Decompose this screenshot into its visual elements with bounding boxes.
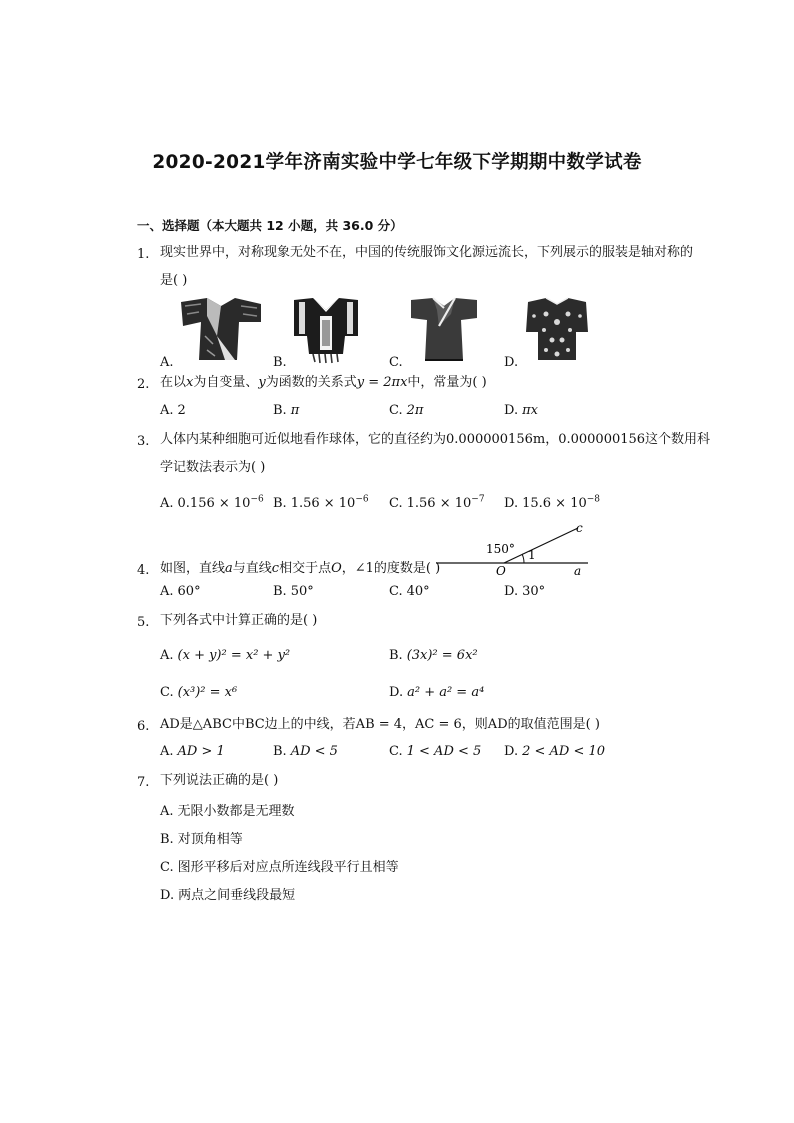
q4-option-b-label: B. bbox=[273, 584, 287, 599]
q4-option-a-text: 60° bbox=[177, 584, 201, 599]
q4-angle-figure bbox=[436, 520, 596, 576]
q2-stem bbox=[160, 375, 487, 391]
q3-stem-line1 bbox=[160, 432, 710, 448]
q2-option-d-text: πx bbox=[522, 403, 538, 418]
q1-stem-line2: 是( ) bbox=[160, 273, 188, 288]
q5-option-a-label: A. bbox=[160, 648, 174, 663]
q5-option-c-text: (x³)² = x⁶ bbox=[177, 685, 238, 700]
q2-stem-d: 中，常量为( ) bbox=[407, 375, 487, 390]
q7-option-c bbox=[160, 860, 399, 876]
q4-stem bbox=[160, 561, 440, 577]
q2-stem-b: 为自变量、 bbox=[193, 375, 259, 390]
q3-option-d-exp: −8 bbox=[586, 494, 601, 505]
q5-option-a bbox=[160, 648, 290, 664]
q7-option-b-text: 对顶角相等 bbox=[177, 832, 243, 847]
q4-stem-d: ，∠1的度数是( ) bbox=[341, 561, 441, 576]
q6-option-a-text: AD > 1 bbox=[177, 744, 225, 759]
q5-option-d-label: D. bbox=[389, 685, 404, 700]
q6-option-a-label: A. bbox=[160, 744, 174, 759]
q3-option-a-label: A. bbox=[160, 496, 174, 511]
q4-option-c-text: 40° bbox=[406, 584, 430, 599]
q3-option-d bbox=[504, 496, 600, 512]
q4-var-o: O bbox=[331, 561, 342, 576]
q3-option-c-exp: −7 bbox=[471, 494, 485, 505]
q4-var-a: a bbox=[225, 561, 233, 576]
q3-stem-a: 人体内某种细胞可近似地看作球体，它的直径约为 bbox=[160, 432, 447, 447]
q3-option-a bbox=[160, 496, 264, 512]
q6-stem: AD是△ABC中BC边上的中线，若AB = 4，AC = 6，则AD的取值范围是( ) bbox=[160, 717, 600, 732]
q4-option-a bbox=[160, 584, 201, 600]
q6-option-c-label: C. bbox=[389, 744, 403, 759]
q4-option-c-label: C. bbox=[389, 584, 403, 599]
q2-var-y: y bbox=[258, 375, 266, 390]
q3-option-b-label: B. bbox=[273, 496, 287, 511]
q5-option-b-label: B. bbox=[389, 648, 403, 663]
q3-option-c-base: 1.56 × 10 bbox=[406, 496, 472, 511]
q7-option-d bbox=[160, 888, 295, 904]
q2-var-x: x bbox=[186, 375, 194, 390]
q6-option-d-label: D. bbox=[504, 744, 519, 759]
q2-number: 2. bbox=[137, 377, 150, 392]
q3-option-b bbox=[273, 496, 369, 512]
robe-patterned-icon bbox=[524, 296, 590, 364]
q6-option-a bbox=[160, 744, 225, 760]
q3-option-c bbox=[389, 496, 485, 512]
q3-option-d-base: 15.6 × 10 bbox=[522, 496, 587, 511]
q1-option-c: C. bbox=[389, 355, 403, 370]
q4-stem-b: 与直线 bbox=[232, 561, 272, 576]
q7-option-d-text: 两点之间垂线段最短 bbox=[178, 888, 296, 903]
q6-number: 6. bbox=[137, 719, 150, 734]
q5-option-d-text: a² + a² = a⁴ bbox=[407, 685, 485, 700]
q5-option-b bbox=[389, 648, 478, 664]
q1-option-b: B. bbox=[273, 355, 287, 370]
q7-number: 7. bbox=[137, 775, 150, 790]
q4-option-d-label: D. bbox=[504, 584, 519, 599]
q5-number: 5. bbox=[137, 615, 150, 630]
angle-150-label: 150° bbox=[486, 542, 515, 556]
q2-stem-c: 为函数的关系式 bbox=[265, 375, 357, 390]
q5-option-c-label: C. bbox=[160, 685, 174, 700]
q7-option-a-text: 无限小数都是无理数 bbox=[177, 804, 295, 819]
label-a: a bbox=[574, 564, 582, 576]
q7-stem: 下列说法正确的是( ) bbox=[160, 773, 279, 788]
q7-option-a bbox=[160, 804, 295, 820]
q7-option-d-label: D. bbox=[160, 888, 175, 903]
q1-stem-line1: 现实世界中，对称现象无处不在，中国的传统服饰文化源远流长，下列展示的服装是轴对称的 bbox=[160, 245, 694, 260]
label-c: c bbox=[576, 521, 583, 535]
page-title: 2020-2021学年济南实验中学七年级下学期期中数学试卷 bbox=[152, 152, 642, 173]
q2-option-a-text: 2 bbox=[177, 403, 186, 418]
robe-crossed-collar-icon bbox=[409, 296, 479, 364]
section-header: 一、选择题（本大题共 12 小题，共 36.0 分） bbox=[137, 218, 403, 233]
q3-stem-line2: 学记数法表示为( ) bbox=[160, 460, 266, 475]
q3-value: 0.000000156 bbox=[558, 432, 646, 447]
q7-option-b bbox=[160, 832, 243, 848]
q7-option-b-label: B. bbox=[160, 832, 174, 847]
q7-option-c-text: 图形平移后对应点所连线段平行且相等 bbox=[177, 860, 399, 875]
line-c bbox=[504, 528, 578, 563]
q6-option-c-text: 1 < AD < 5 bbox=[406, 744, 482, 759]
q3-option-d-label: D. bbox=[504, 496, 519, 511]
q3-stem-b: ， bbox=[545, 432, 559, 447]
q5-option-d bbox=[389, 685, 484, 701]
q4-stem-a: 如图，直线 bbox=[160, 561, 226, 576]
robe-asymmetric-icon bbox=[177, 296, 265, 364]
q6-option-d bbox=[504, 744, 605, 760]
q2-option-b-label: B. bbox=[273, 403, 287, 418]
q2-option-a bbox=[160, 403, 186, 419]
q4-option-c bbox=[389, 584, 430, 600]
q4-stem-c: 相交于点 bbox=[279, 561, 332, 576]
q2-option-c bbox=[389, 403, 423, 419]
q4-option-b-text: 50° bbox=[290, 584, 314, 599]
q1-option-a: A. bbox=[160, 355, 174, 370]
q6-option-b bbox=[273, 744, 338, 760]
q2-option-d-label: D. bbox=[504, 403, 519, 418]
q5-option-b-text: (3x)² = 6x² bbox=[406, 648, 478, 663]
q6-option-d-text: 2 < AD < 10 bbox=[522, 744, 606, 759]
q2-stem-a: 在以 bbox=[160, 375, 187, 390]
q2-option-b bbox=[273, 403, 299, 419]
q3-option-b-base: 1.56 × 10 bbox=[290, 496, 356, 511]
q3-option-a-exp: −6 bbox=[250, 494, 264, 505]
q7-option-c-label: C. bbox=[160, 860, 174, 875]
q2-formula: y = 2πx bbox=[356, 375, 408, 390]
q2-option-c-text: 2π bbox=[406, 403, 424, 418]
q4-option-d-text: 30° bbox=[522, 584, 546, 599]
q3-stem-c: 这个数用科 bbox=[645, 432, 711, 447]
q4-option-a-label: A. bbox=[160, 584, 174, 599]
q5-option-a-text: (x + y)² = x² + y² bbox=[177, 648, 291, 663]
q2-option-a-label: A. bbox=[160, 403, 174, 418]
q3-value-m: 0.000000156m bbox=[446, 432, 546, 447]
q6-option-b-label: B. bbox=[273, 744, 287, 759]
robe-ceremonial-icon bbox=[293, 296, 359, 364]
q3-option-b-exp: −6 bbox=[355, 494, 369, 505]
q5-stem: 下列各式中计算正确的是( ) bbox=[160, 613, 318, 628]
q2-option-d bbox=[504, 403, 538, 419]
q3-number: 3. bbox=[137, 434, 150, 449]
angle-1-label: 1 bbox=[528, 548, 536, 562]
q4-var-c: c bbox=[271, 561, 280, 576]
q3-option-a-base: 0.156 × 10 bbox=[177, 496, 251, 511]
q1-number: 1. bbox=[137, 247, 150, 262]
q4-number: 4. bbox=[137, 563, 150, 578]
q5-option-c bbox=[160, 685, 237, 701]
angle-1-arc bbox=[522, 554, 524, 563]
q6-option-c bbox=[389, 744, 481, 760]
q3-option-c-label: C. bbox=[389, 496, 403, 511]
q6-option-b-text: AD < 5 bbox=[290, 744, 338, 759]
q7-option-a-label: A. bbox=[160, 804, 174, 819]
q2-option-c-label: C. bbox=[389, 403, 403, 418]
q4-option-d bbox=[504, 584, 545, 600]
label-o: O bbox=[496, 564, 506, 576]
q1-option-d: D. bbox=[504, 355, 519, 370]
q4-option-b bbox=[273, 584, 314, 600]
q2-option-b-text: π bbox=[290, 403, 300, 418]
